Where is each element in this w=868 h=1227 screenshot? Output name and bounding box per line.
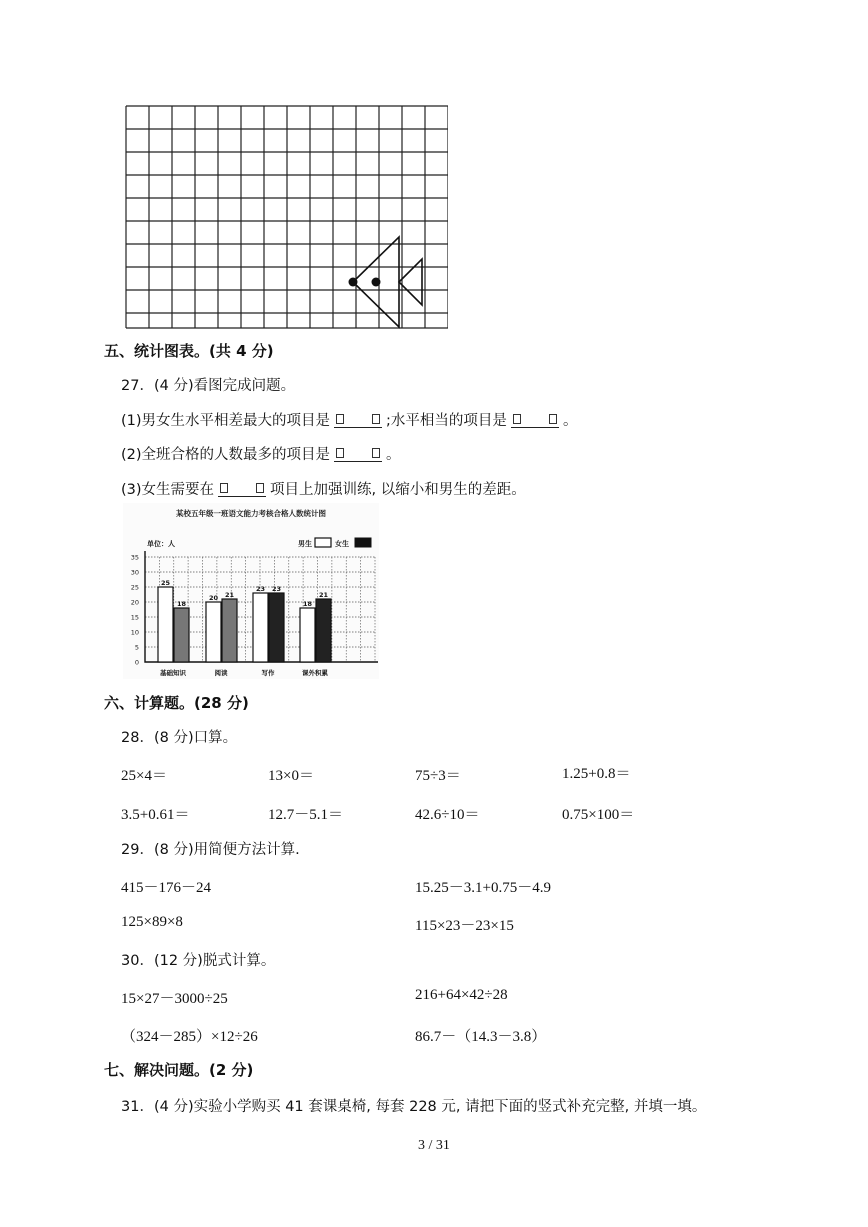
bar-boys xyxy=(206,602,221,662)
y-tick-label: 10 xyxy=(130,628,139,637)
q29-stem: 29．(8 分)用简便方法计算. xyxy=(121,842,300,858)
q30-item: 86.7－（14.3－3.8） xyxy=(415,1029,547,1045)
q28-item: 1.25+0.8＝ xyxy=(562,766,631,782)
q30-item: 15×27－3000÷25 xyxy=(121,991,228,1007)
section-five-heading: 五、统计图表。(共 4 分) xyxy=(104,342,274,360)
y-tick-label: 0 xyxy=(134,658,139,667)
answer-blank[interactable] xyxy=(334,445,382,462)
q27-part2-text-b: 。 xyxy=(386,447,401,463)
chart-unit-label: 单位：人 xyxy=(147,540,175,548)
q27-part1-text-a: (1)男女生水平相差最大的项目是 xyxy=(121,413,331,429)
q28-item: 3.5+0.61＝ xyxy=(121,807,190,823)
q27-part1-text-c: 。 xyxy=(562,413,578,429)
q30-item: 216+64×42÷28 xyxy=(415,987,508,1003)
y-tick-label: 15 xyxy=(130,613,139,622)
q29-item: 15.25－3.1+0.75－4.9 xyxy=(415,880,551,896)
q27-part1 xyxy=(121,409,577,430)
answer-blank[interactable] xyxy=(334,411,382,428)
bar-value-label: 23 xyxy=(271,585,282,593)
q28-item: 42.6÷10＝ xyxy=(415,807,480,823)
q28-item: 25×4＝ xyxy=(121,768,167,784)
y-tick-label: 5 xyxy=(134,643,139,652)
grid-figure xyxy=(124,104,448,330)
q30-item: （324－285）×12÷26 xyxy=(121,1029,258,1045)
q29-item: 115×23－23×15 xyxy=(415,918,514,934)
bar-value-label: 21 xyxy=(224,591,235,599)
y-tick-label: 25 xyxy=(130,583,139,592)
y-tick-label: 35 xyxy=(130,553,139,562)
q29-item: 125×89×8 xyxy=(121,914,183,930)
chart-title: 某校五年级一班语文能力考核合格人数统计图 xyxy=(176,509,326,518)
q28-item: 13×0＝ xyxy=(268,768,314,784)
y-tick-label: 30 xyxy=(130,568,139,577)
q31-stem: 31．(4 分)实验小学购买 41 套课桌椅, 每套 228 元, 请把下面的竖式补充完整, 并填一填。 xyxy=(121,1099,707,1115)
bar-girls xyxy=(269,593,284,662)
x-category-label: 写作 xyxy=(261,669,275,677)
q28-stem: 28．(8 分)口算。 xyxy=(121,730,238,746)
grid-point-a xyxy=(349,278,358,287)
section-six-heading: 六、计算题。(28 分) xyxy=(104,694,249,712)
bar-value-label: 18 xyxy=(302,600,313,608)
x-category-label: 课外积累 xyxy=(302,669,328,677)
bar-value-label: 20 xyxy=(208,594,219,602)
legend-swatch-girls xyxy=(355,538,371,547)
q27-part3-text-b: 项目上加强训练, 以缩小和男生的差距。 xyxy=(270,482,526,498)
x-category-label: 阅读 xyxy=(214,669,228,677)
q27-part1-text-b: ;水平相当的项目是 xyxy=(386,413,507,429)
q27-part2 xyxy=(121,443,401,464)
section-seven-heading: 七、解决问题。(2 分) xyxy=(104,1061,254,1079)
q29-item: 415－176－24 xyxy=(121,880,212,896)
y-tick-label: 20 xyxy=(130,598,139,607)
bar-boys xyxy=(300,608,315,662)
bar-value-label: 23 xyxy=(255,585,266,593)
legend-swatch-boys xyxy=(315,538,331,547)
q27-part3-text-a: (3)女生需要在 xyxy=(121,482,215,498)
q27-stem: 27．(4 分)看图完成问题。 xyxy=(121,378,296,394)
bar-chart-svg xyxy=(123,503,379,679)
q27-part3 xyxy=(121,478,526,499)
q30-stem: 30．(12 分)脱式计算。 xyxy=(121,953,276,969)
bar-chart xyxy=(123,503,379,679)
bar-girls xyxy=(222,599,237,662)
q28-item: 12.7－5.1＝ xyxy=(268,807,344,823)
bar-value-label: 18 xyxy=(176,600,187,608)
legend-label-girls: 女生 xyxy=(335,540,349,548)
bar-girls xyxy=(174,608,189,662)
x-category-label: 基础知识 xyxy=(160,669,186,677)
q28-item: 0.75×100＝ xyxy=(562,807,635,823)
q27-part2-text-a: (2)全班合格的人数最多的项目是 xyxy=(121,447,331,463)
bar-girls xyxy=(316,599,331,662)
grid-point-b xyxy=(372,278,381,287)
bar-boys xyxy=(158,587,173,662)
page-number: 3 / 31 xyxy=(418,1138,450,1153)
answer-blank[interactable] xyxy=(511,411,559,428)
bar-value-label: 25 xyxy=(160,579,171,587)
bar-boys xyxy=(253,593,268,662)
q28-item: 75÷3＝ xyxy=(415,768,461,784)
bar-value-label: 21 xyxy=(318,591,329,599)
legend-label-boys: 男生 xyxy=(298,540,312,548)
answer-blank[interactable] xyxy=(218,480,266,497)
